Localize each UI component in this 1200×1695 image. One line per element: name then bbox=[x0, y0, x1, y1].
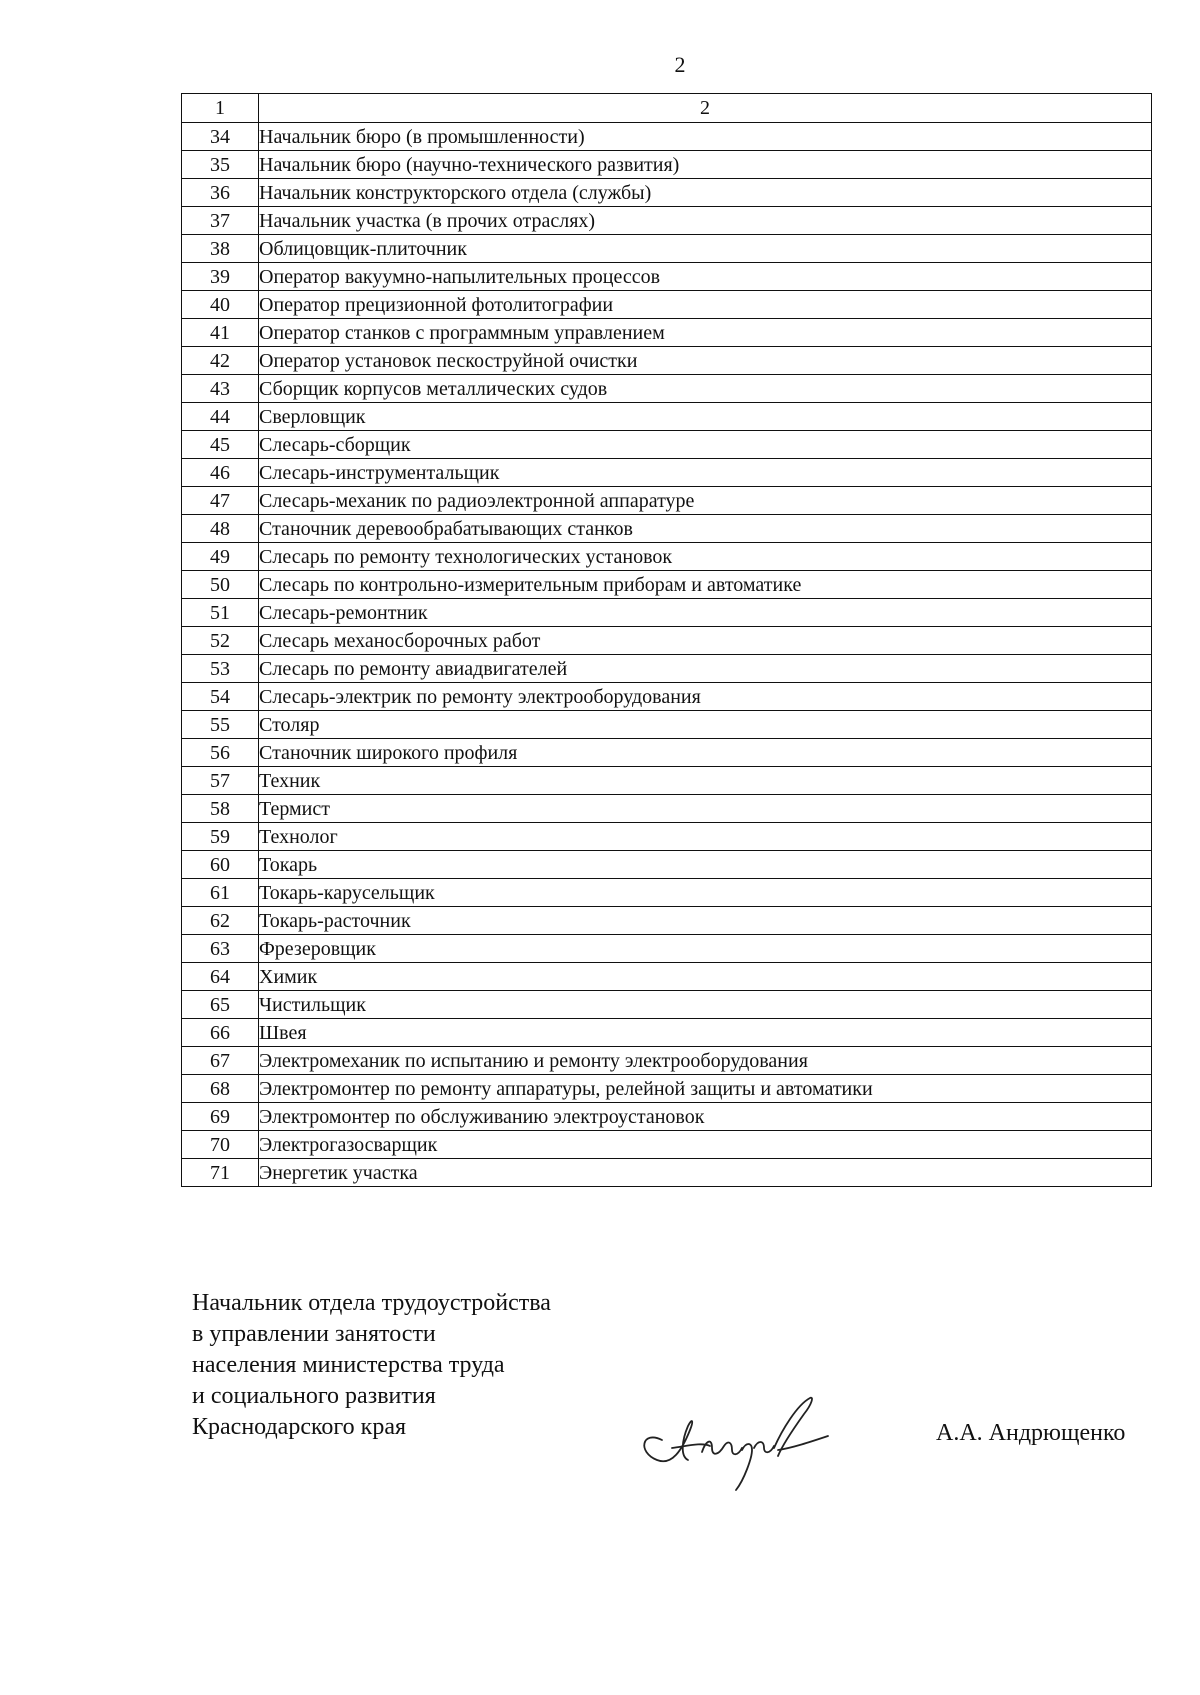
row-number: 43 bbox=[182, 375, 259, 403]
row-number: 55 bbox=[182, 711, 259, 739]
row-number: 48 bbox=[182, 515, 259, 543]
table-row bbox=[182, 683, 1152, 711]
profession-name: Слесарь механосборочных работ bbox=[259, 627, 1152, 655]
table-row bbox=[182, 739, 1152, 767]
profession-name: Сверловщик bbox=[259, 403, 1152, 431]
profession-name: Слесарь-электрик по ремонту электрооборудования bbox=[259, 683, 1152, 711]
profession-name: Оператор станков с программным управлением bbox=[259, 319, 1152, 347]
profession-name: Техник bbox=[259, 767, 1152, 795]
row-number: 51 bbox=[182, 599, 259, 627]
table-row bbox=[182, 795, 1152, 823]
table-row bbox=[182, 123, 1152, 151]
row-number: 67 bbox=[182, 1047, 259, 1075]
profession-name: Начальник бюро (научно-технического развития) bbox=[259, 151, 1152, 179]
row-number: 53 bbox=[182, 655, 259, 683]
row-number: 66 bbox=[182, 1019, 259, 1047]
profession-name: Слесарь-сборщик bbox=[259, 431, 1152, 459]
table-row bbox=[182, 1019, 1152, 1047]
table-row bbox=[182, 711, 1152, 739]
profession-name: Слесарь по ремонту авиадвигателей bbox=[259, 655, 1152, 683]
signatory-position bbox=[192, 1288, 551, 1443]
position-line: Краснодарского края bbox=[192, 1414, 407, 1440]
column-header-name: 2 bbox=[259, 94, 1152, 123]
table-row bbox=[182, 291, 1152, 319]
profession-name: Облицовщик-плиточник bbox=[259, 235, 1152, 263]
table-row bbox=[182, 1103, 1152, 1131]
row-number: 44 bbox=[182, 403, 259, 431]
row-number: 45 bbox=[182, 431, 259, 459]
profession-name: Станочник деревообрабатывающих станков bbox=[259, 515, 1152, 543]
profession-name: Электромонтер по ремонту аппаратуры, релейной защиты и автоматики bbox=[259, 1075, 1152, 1103]
table-row bbox=[182, 431, 1152, 459]
profession-name: Слесарь по ремонту технологических установок bbox=[259, 543, 1152, 571]
profession-name: Токарь-карусельщик bbox=[259, 879, 1152, 907]
table-row bbox=[182, 991, 1152, 1019]
row-number: 50 bbox=[182, 571, 259, 599]
table-row bbox=[182, 907, 1152, 935]
row-number: 46 bbox=[182, 459, 259, 487]
profession-name: Оператор установок пескоструйной очистки bbox=[259, 347, 1152, 375]
professions-table bbox=[181, 93, 1152, 1187]
table-row bbox=[182, 599, 1152, 627]
row-number: 56 bbox=[182, 739, 259, 767]
row-number: 60 bbox=[182, 851, 259, 879]
profession-name: Токарь bbox=[259, 851, 1152, 879]
row-number: 65 bbox=[182, 991, 259, 1019]
table-row bbox=[182, 935, 1152, 963]
profession-name: Токарь-расточник bbox=[259, 907, 1152, 935]
profession-name: Чистильщик bbox=[259, 991, 1152, 1019]
row-number: 54 bbox=[182, 683, 259, 711]
position-line: населения министерства труда bbox=[192, 1352, 505, 1378]
row-number: 38 bbox=[182, 235, 259, 263]
row-number: 59 bbox=[182, 823, 259, 851]
row-number: 69 bbox=[182, 1103, 259, 1131]
row-number: 49 bbox=[182, 543, 259, 571]
profession-name: Начальник бюро (в промышленности) bbox=[259, 123, 1152, 151]
row-number: 57 bbox=[182, 767, 259, 795]
row-number: 42 bbox=[182, 347, 259, 375]
profession-name: Фрезеровщик bbox=[259, 935, 1152, 963]
row-number: 61 bbox=[182, 879, 259, 907]
row-number: 36 bbox=[182, 179, 259, 207]
table-row bbox=[182, 571, 1152, 599]
profession-name: Электрогазосварщик bbox=[259, 1131, 1152, 1159]
profession-name: Оператор вакуумно-напылительных процессов bbox=[259, 263, 1152, 291]
row-number: 52 bbox=[182, 627, 259, 655]
row-number: 64 bbox=[182, 963, 259, 991]
handwritten-signature bbox=[632, 1390, 842, 1500]
table-row bbox=[182, 879, 1152, 907]
table-row bbox=[182, 319, 1152, 347]
profession-name: Энергетик участка bbox=[259, 1159, 1152, 1187]
table-row bbox=[182, 151, 1152, 179]
row-number: 37 bbox=[182, 207, 259, 235]
table-row bbox=[182, 515, 1152, 543]
table-row bbox=[182, 851, 1152, 879]
row-number: 62 bbox=[182, 907, 259, 935]
profession-name: Начальник конструкторского отдела (службы) bbox=[259, 179, 1152, 207]
profession-name: Столяр bbox=[259, 711, 1152, 739]
row-number: 63 bbox=[182, 935, 259, 963]
profession-name: Слесарь-механик по радиоэлектронной аппаратуре bbox=[259, 487, 1152, 515]
table-row bbox=[182, 403, 1152, 431]
table-row bbox=[182, 823, 1152, 851]
table-header-row bbox=[182, 94, 1152, 123]
table-row bbox=[182, 207, 1152, 235]
table-row bbox=[182, 963, 1152, 991]
table-row bbox=[182, 1075, 1152, 1103]
row-number: 39 bbox=[182, 263, 259, 291]
table-row bbox=[182, 375, 1152, 403]
row-number: 41 bbox=[182, 319, 259, 347]
profession-name: Слесарь по контрольно-измерительным приборам и автоматике bbox=[259, 571, 1152, 599]
row-number: 40 bbox=[182, 291, 259, 319]
profession-name: Термист bbox=[259, 795, 1152, 823]
table-row bbox=[182, 487, 1152, 515]
profession-name: Начальник участка (в прочих отраслях) bbox=[259, 207, 1152, 235]
row-number: 58 bbox=[182, 795, 259, 823]
signer-name: А.А. Андрющенко bbox=[936, 1420, 1126, 1446]
table-row bbox=[182, 347, 1152, 375]
profession-name: Швея bbox=[259, 1019, 1152, 1047]
table-row bbox=[182, 1159, 1152, 1187]
profession-name: Станочник широкого профиля bbox=[259, 739, 1152, 767]
row-number: 68 bbox=[182, 1075, 259, 1103]
profession-name: Технолог bbox=[259, 823, 1152, 851]
table-row bbox=[182, 543, 1152, 571]
position-line: Начальник отдела трудоустройства bbox=[192, 1290, 551, 1316]
page-number: 2 bbox=[674, 52, 686, 77]
table-row bbox=[182, 179, 1152, 207]
table-row bbox=[182, 459, 1152, 487]
table-row bbox=[182, 1047, 1152, 1075]
profession-name: Электромеханик по испытанию и ремонту электрооборудования bbox=[259, 1047, 1152, 1075]
table-row bbox=[182, 263, 1152, 291]
profession-name: Оператор прецизионной фотолитографии bbox=[259, 291, 1152, 319]
row-number: 71 bbox=[182, 1159, 259, 1187]
column-header-number: 1 bbox=[182, 94, 259, 123]
table-row bbox=[182, 1131, 1152, 1159]
profession-name: Электромонтер по обслуживанию электроустановок bbox=[259, 1103, 1152, 1131]
profession-name: Сборщик корпусов металлических судов bbox=[259, 375, 1152, 403]
position-line: и социального развития bbox=[192, 1383, 436, 1409]
table-row bbox=[182, 655, 1152, 683]
row-number: 70 bbox=[182, 1131, 259, 1159]
table-row bbox=[182, 767, 1152, 795]
row-number: 35 bbox=[182, 151, 259, 179]
table-row bbox=[182, 627, 1152, 655]
profession-name: Химик bbox=[259, 963, 1152, 991]
profession-name: Слесарь-инструментальщик bbox=[259, 459, 1152, 487]
row-number: 34 bbox=[182, 123, 259, 151]
position-line: в управлении занятости bbox=[192, 1321, 436, 1347]
profession-name: Слесарь-ремонтник bbox=[259, 599, 1152, 627]
row-number: 47 bbox=[182, 487, 259, 515]
table-row bbox=[182, 235, 1152, 263]
